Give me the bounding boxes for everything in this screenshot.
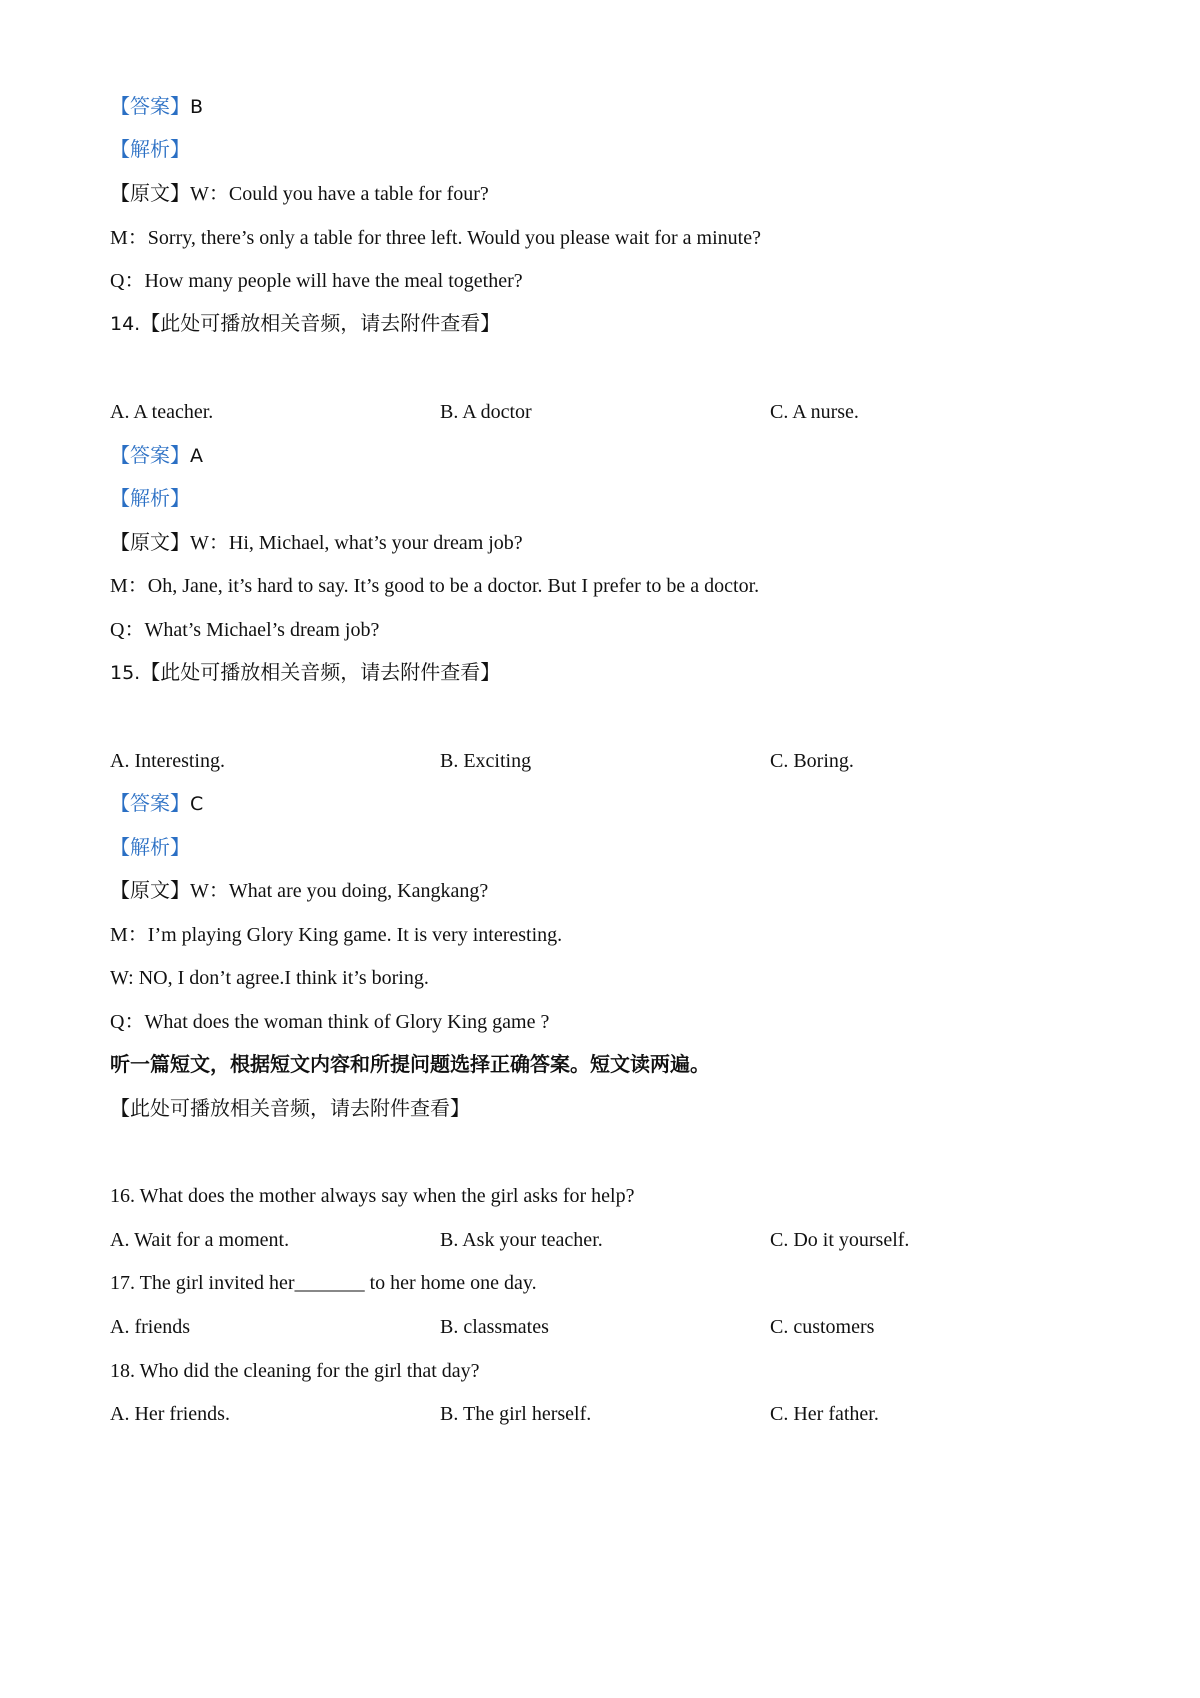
option-b: B. A doctor [440,401,532,423]
answer-value: A [190,445,203,467]
audio-label: 【此处可播放相关音频，请去附件查看】 [140,662,501,684]
audio-label: 【此处可播放相关音频，请去附件查看】 [140,313,501,335]
answer-label: 【答案】 [110,96,190,118]
q14-answer [110,442,1120,470]
option-b: B. Exciting [440,750,532,772]
option-a: A. friends [110,1316,190,1338]
option-a: A. Wait for a moment. [110,1229,290,1251]
q14-analysis [110,485,1120,513]
section-instruction: 听一篇短文，根据短文内容和所提问题选择正确答案。短文读两遍。 [110,1054,710,1076]
question-number: 14. [110,313,141,335]
option-c: C. Boring. [770,750,854,772]
original-label: 【原文】 [110,532,190,554]
dialogue-text: W：What are you doing, Kangkang? [190,880,489,902]
question-number: 15. [110,662,141,684]
dialogue-text: W：Hi, Michael, what’s your dream job? [190,532,523,554]
q18-question: 18. Who did the cleaning for the girl that day? [110,1360,480,1382]
option-b: B. The girl herself. [440,1403,592,1425]
q13-dialogue-line: M：Sorry, there’s only a table for three left. Would you please wait for a minute? [110,227,761,249]
option-c: C. customers [770,1316,875,1338]
section-audio-prompt: 【此处可播放相关音频，请去附件查看】 [110,1098,470,1120]
q16-options [110,1226,1110,1254]
q15-dialogue-line: W: NO, I don’t agree.I think it’s boring. [110,967,429,989]
answer-label: 【答案】 [110,445,190,467]
q15-dialogue-line: M：I’m playing Glory King game. It is very interesting. [110,924,563,946]
q13-answer [110,93,1120,121]
q13-dialogue-line [110,180,1120,208]
q15-answer [110,790,1120,818]
option-c: C. A nurse. [770,401,859,423]
q15-audio-prompt [110,659,1120,687]
q14-audio-prompt [110,310,1120,338]
analysis-label: 【解析】 [110,837,190,859]
q17-question: 17. The girl invited her_______ to her home one day. [110,1272,537,1294]
q15-dialogue-line: Q：What does the woman think of Glory King game ? [110,1011,550,1033]
q16-question: 16. What does the mother always say when the girl asks for help? [110,1185,635,1207]
option-b: B. classmates [440,1316,549,1338]
q14-options [110,398,1110,426]
option-c: C. Her father. [770,1403,879,1425]
q18-options [110,1400,1110,1428]
q13-analysis [110,136,1120,164]
q15-options [110,747,1110,775]
answer-value: C [190,793,204,815]
q15-analysis [110,834,1120,862]
analysis-label: 【解析】 [110,139,190,161]
original-label: 【原文】 [110,183,190,205]
option-a: A. Interesting. [110,750,225,772]
option-c: C. Do it yourself. [770,1229,910,1251]
q13-dialogue-line: Q：How many people will have the meal together? [110,270,523,292]
answer-label: 【答案】 [110,793,190,815]
q15-dialogue-line [110,877,1120,905]
q14-dialogue-line [110,529,1120,557]
q17-options [110,1313,1110,1341]
option-b: B. Ask your teacher. [440,1229,603,1251]
original-label: 【原文】 [110,880,190,902]
analysis-label: 【解析】 [110,488,190,510]
answer-value: B [190,96,204,118]
option-a: A. Her friends. [110,1403,230,1425]
q14-dialogue-line: Q：What’s Michael’s dream job? [110,619,380,641]
q14-dialogue-line: M：Oh, Jane, it’s hard to say. It’s good to be a doctor. But I prefer to be a doctor. [110,575,760,597]
option-a: A. A teacher. [110,401,214,423]
dialogue-text: W：Could you have a table for four? [190,183,489,205]
